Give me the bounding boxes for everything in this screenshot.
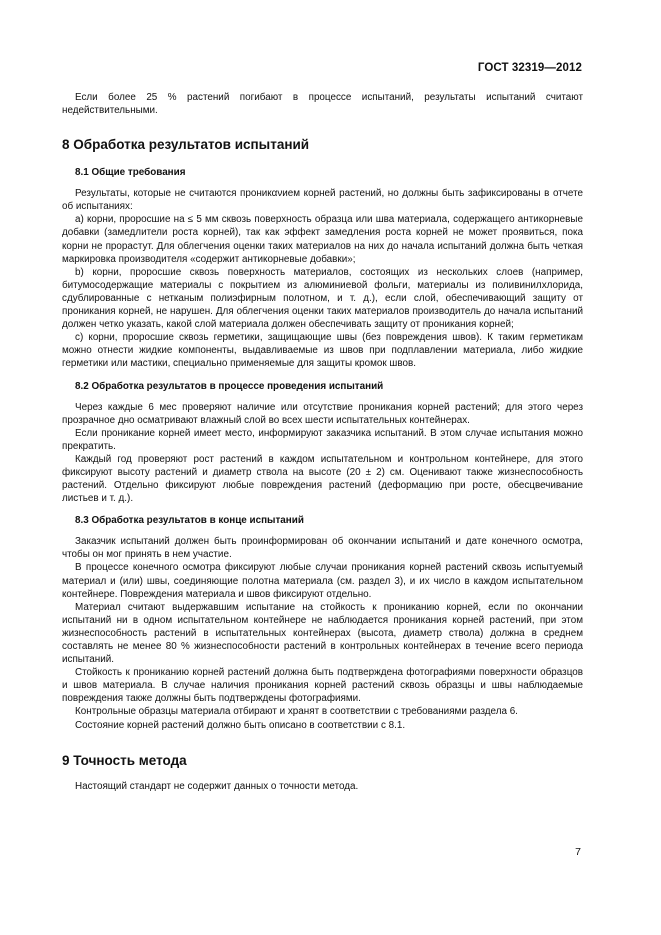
section-8-3-paragraph-2: В процессе конечного осмотра фиксируют любые случаи проникания корней растений сквозь испытуемый материал и (или) швы, соединяющие полотна материала (см. раздел 3), и их число в каждом испытательном контейнере. Повреждения материала и швов фиксируют отдельно.: [62, 562, 583, 600]
document-body: [62, 88, 583, 793]
section-8-1-item-c: c) корни, проросшие сквозь герметики, защищающие швы (без повреждения швов). К таким герметикам можно отнести жидкие компоненты, выдавливаемые из швов при подплавлении материала, либо жидкие герметики или мастики, специально применяемые для защиты кромок швов.: [62, 332, 583, 370]
section-8-3-paragraph-6: Состояние корней растений должно быть описано в соответствии с 8.1.: [75, 719, 406, 731]
section-8-3-paragraph-5: Контрольные образцы материала отбирают и хранят в соответствии с требованиями раздела 6.: [75, 706, 518, 718]
intro-paragraph: Если более 25 % растений погибают в процессе испытаний, результаты испытаний считают недействительными.: [62, 92, 583, 117]
page-number: 7: [575, 846, 581, 858]
section-8-3-paragraph-4: Стойкость к прониканию корней растений должна быть подтверждена фотографиями поверхности образцов и швов материала. В случае наличия проникания корней растений сквозь образцы и швы наблюдаемые повреждения также должны быть подтверждены фотографиями.: [62, 667, 583, 705]
standard-code-header: ГОСТ 32319—2012: [477, 62, 582, 74]
section-8-heading: 8 Обработка результатов испытаний: [62, 137, 310, 153]
section-8-2-paragraph-3: Каждый год проверяют рост растений в каждом испытательном и контрольном контейнере, для этого фиксируют высоту растений и диаметр ствола на высоте (20 ± 2) см. Оценивают также жизнеспособность растений. Отдельно фиксируют любые повреждения растений (деформацию при росте, обесцвечивание листьев и т. д.).: [62, 453, 583, 505]
section-8-2-heading: 8.2 Обработка результатов в процессе проведения испытаний: [75, 380, 384, 392]
section-9-heading: 9 Точность метода: [62, 752, 187, 768]
section-8-1-item-a: а) корни, проросшие на ≤ 5 мм сквозь поверхность образца или шва материала, содержащего антикорневые добавки (замедлители роста корней), так как эффект замедления роста корней не может проявиться, пока корни не прорастут. Для облегчения оценки таких материалов на них до начала испытаний должна быть четкая маркировка производителя «содержит антикорневые добавки»;: [62, 214, 583, 265]
section-8-3-paragraph-3: Материал считают выдержавшим испытание на стойкость к прониканию корней, если по окончании испытаний ни в одном испытательном контейнере не наблюдается проникания корней растений, при этом жизнеспособность растений в испытательных контейнерах (высота, диаметр ствола) должна в среднем составлять не менее 80 % жизнеспособности растений в контрольных контейнерах в течение всего периода испытаний.: [62, 601, 583, 666]
section-9-paragraph: Настоящий стандарт не содержит данных о точности метода.: [75, 780, 359, 792]
section-8-1-item-b: b) корни, проросшие сквозь поверхность материалов, состоящих из нескольких слоев (например, битумосодержащие материалы с покрытием из алюминиевой фольги, материалы из поливинилхлорида, сдублированные с нетканым полиэфирным полотном, и т. д.), если слой, обеспечивающий защиту от проникания корней, не нарушен. Для облегчения оценки таких материалов производитель до начала испытаний должен четко указать, какой слой материала должен обеспечивать защиту от проникания корней;: [62, 266, 583, 331]
section-8-1-paragraph: Результаты, которые не считаются проникανием корней растений, но должны быть зафиксированы в отчете об испытаниях:: [62, 188, 583, 213]
section-8-3-heading: 8.3 Обработка результатов в конце испытаний: [75, 515, 304, 527]
section-8-3-paragraph-1: Заказчик испытаний должен быть проинформирован об окончании испытаний и дате конечного осмотра, чтобы он мог принять в нем участие.: [62, 536, 583, 561]
section-8-2-paragraph-2: Если проникание корней имеет место, информируют заказчика испытаний. В этом случае испытания можно прекратить.: [62, 427, 583, 452]
section-8-1-heading: 8.1 Общие требования: [75, 167, 186, 179]
section-8-2-paragraph-1: Через каждые 6 мес проверяют наличие или отсутствие проникания корней растений; для этого через прозрачное дно осматривают влажный слой во всех шести испытательных контейнерах.: [62, 401, 583, 426]
